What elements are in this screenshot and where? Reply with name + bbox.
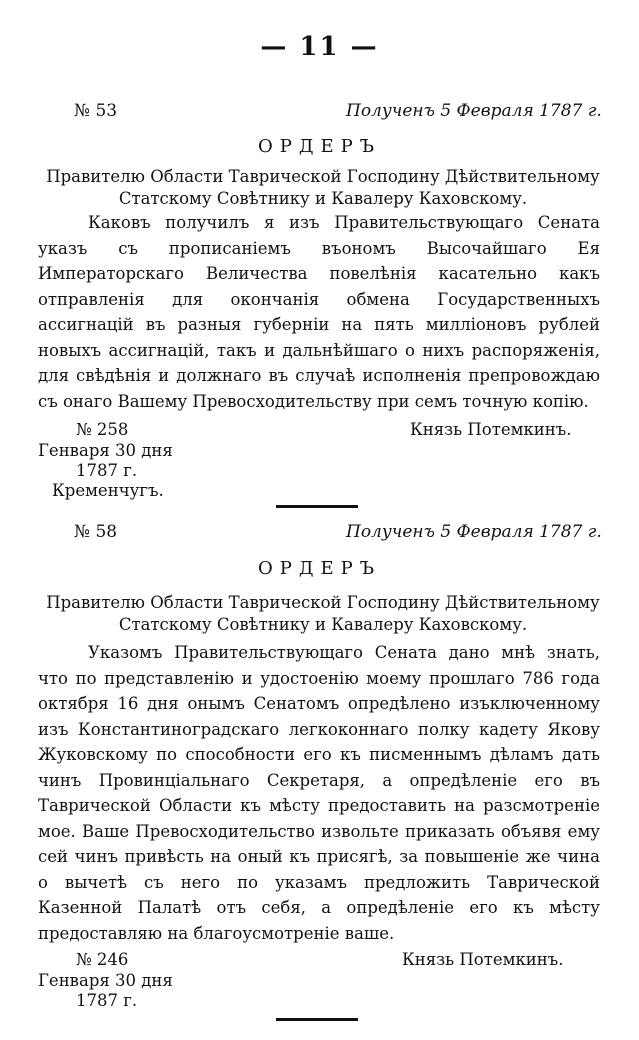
order-place: Кременчугъ. bbox=[52, 481, 164, 500]
order-body-text: Указомъ Правительствующаго Сената дано мнѣ знать, что по представленію и удостоенію моему прошлаго 786 года октября 16 дня онымъ Сенатомъ опредѣлено изъключенному изъ Константиноградскаго легкоконнаго полку кадету Якову Жуковскому по способности его къ писменнымъ дѣламъ дать чинъ Провинціальнаго Секретаря, а опредѣленіе его въ Таврической Области къ мѣсту предоставить на разсмотреніе мое. Ваше Превосходительство извольте приказать объявя ему сей чинъ привѣсть на оный къ присягѣ, за повышеніе же чина о вычетѣ съ него по указамъ предложить Таврической Казенной Палатѣ отъ себя, а опредѣленіе его къ мѣсту предоставляю на благоусмотреніе ваше. bbox=[38, 643, 600, 943]
ref-number: № 246 bbox=[76, 950, 129, 969]
order-date: Генваря 30 дня bbox=[38, 971, 173, 990]
order-addressee: Правителю Области Таврической Господину Дѣйствительному Статскому Совѣтнику и Кавалеру Каховскому. bbox=[46, 167, 600, 208]
order-body bbox=[38, 640, 600, 946]
ref-number: № 258 bbox=[76, 420, 129, 439]
received-date: Полученъ 5 Февраля 1787 г. bbox=[346, 101, 602, 121]
section-divider bbox=[276, 1018, 358, 1021]
order-year: 1787 г. bbox=[76, 991, 138, 1010]
order-addressee: Правителю Области Таврической Господину Дѣйствительному Статскому Совѣтнику и Кавалеру Каховскому. bbox=[46, 593, 600, 634]
order-date: Генваря 30 дня bbox=[38, 441, 173, 460]
signature: Князь Потемкинъ. bbox=[402, 950, 564, 969]
order-body-text: Каковъ получилъ я изъ Правительствующаго Сената указъ съ прописаніемъ въономъ Высочайшаго Ея Императорскаго Величества повелѣнія касательно какъ отправленія для окончанія обмена Государственныхъ ассигнацій въ разныя губерніи на пять милліоновъ рублей новыхъ ассигнацій, такъ и дальнѣйшаго о нихъ распоряженія, для свѣдѣнія и должнаго въ случаѣ исполненія препровождаю съ онаго Вашему Превосходительству при семъ точную копію. bbox=[38, 213, 600, 411]
order-title: ОРДЕРЪ bbox=[257, 136, 382, 157]
order-number: № 53 bbox=[74, 101, 118, 121]
order-number: № 58 bbox=[74, 522, 118, 542]
section-divider bbox=[276, 505, 358, 508]
order-year: 1787 г. bbox=[76, 461, 138, 480]
signature: Князь Потемкинъ. bbox=[410, 420, 572, 439]
order-body bbox=[38, 210, 600, 414]
order-title: ОРДЕРЪ bbox=[257, 558, 382, 579]
page-number: — 11 — bbox=[260, 32, 379, 62]
received-date: Полученъ 5 Февраля 1787 г. bbox=[346, 522, 602, 542]
